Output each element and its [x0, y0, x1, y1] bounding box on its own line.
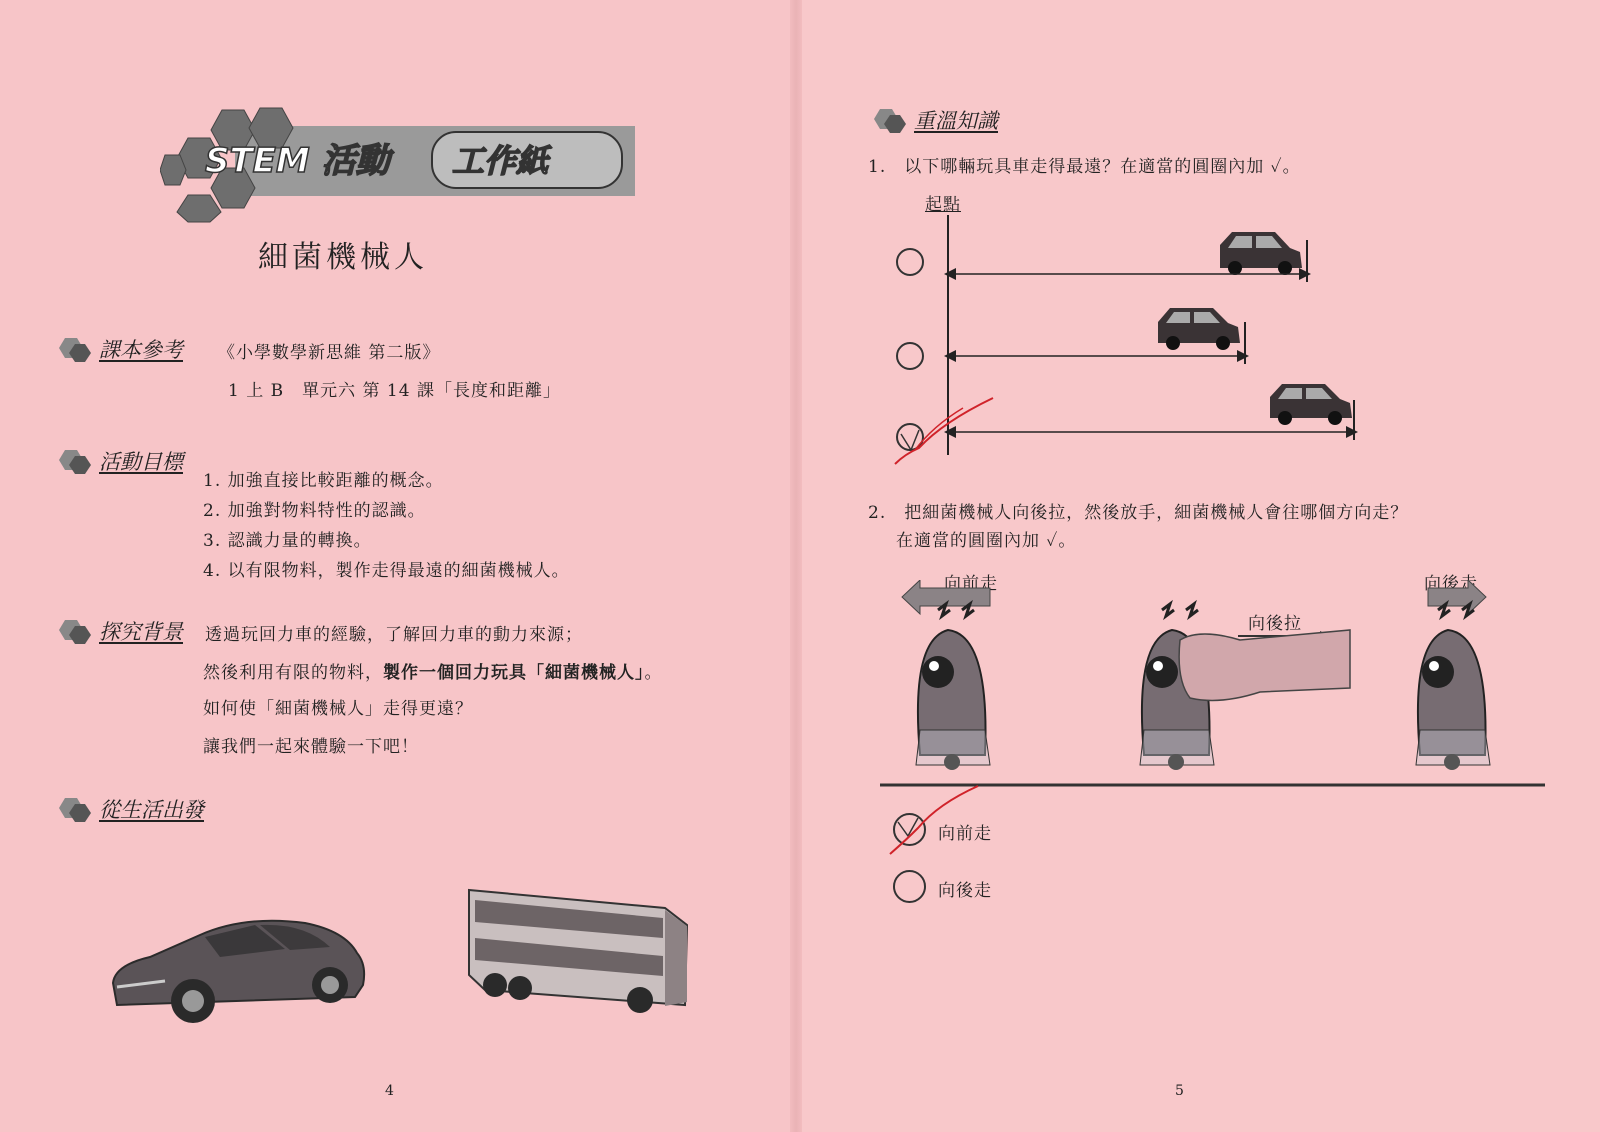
toy-car-3-icon: [1270, 384, 1352, 425]
section-reference: [55, 334, 183, 364]
background-line-2: [203, 658, 663, 683]
toy-double-decker-bus-image: [465, 880, 705, 1025]
section-life-heading: 從生活出發: [99, 798, 204, 822]
section-objectives-heading: 活動目標: [99, 450, 183, 474]
objective-item: 4. 以有限物料，製作走得最遠的細菌機械人。: [203, 561, 570, 581]
objective-item: 1. 加強直接比較距離的概念。: [203, 471, 444, 491]
page-number-right: 5: [1175, 1083, 1184, 1099]
start-label: 起點: [925, 195, 961, 215]
page-title: 細菌機械人: [258, 240, 428, 275]
q1-answer-circle-1[interactable]: [896, 248, 924, 276]
backward-arrow-icon: [1428, 580, 1486, 614]
stem-banner: [160, 100, 640, 225]
section-life: [55, 794, 204, 824]
q2-option-backward: 向後走: [938, 881, 992, 901]
background-line-2-bold: 製作一個回力玩具「細菌機械人」: [383, 663, 645, 683]
objective-item: 3. 認識力量的轉換。: [203, 531, 372, 551]
section-review-heading: 重溫知識: [914, 109, 998, 133]
background-line-3: 如何使「細菌機械人」走得更遠？: [203, 699, 473, 719]
germ-robot-3-icon: [1416, 604, 1490, 770]
label-backward: 向後走: [1424, 574, 1478, 594]
background-line-1: 透過玩回力車的經驗，了解回力車的動力來源；: [205, 625, 583, 645]
q2-option-forward: 向前走: [938, 824, 992, 844]
banner-worksheet-text: 工作紙: [452, 142, 549, 180]
objective-item: 2. 加強對物料特性的認識。: [203, 501, 426, 521]
hexagon-bullet-icon: [870, 105, 910, 135]
reference-lesson: 1 上 B 單元六 第 14 課「長度和距離」: [228, 381, 561, 401]
question-2-text-line-1: 2. 把細菌機械人向後拉，然後放手，細菌機械人會往哪個方向走？: [868, 503, 1409, 523]
section-objectives: [55, 446, 183, 476]
question-2-text-line-2: 在適當的圓圈內加 ✓。: [896, 531, 1077, 551]
section-background: [55, 616, 183, 646]
label-pull-back: 向後拉: [1248, 614, 1302, 634]
question-2-diagram: [880, 580, 1550, 800]
hexagon-bullet-icon: [55, 794, 95, 824]
germ-robot-1-icon: [916, 604, 990, 770]
forward-arrow-icon: [902, 580, 990, 614]
book-gutter: [790, 0, 802, 1132]
label-forward: 向前走: [944, 574, 998, 594]
q1-answer-circle-2[interactable]: [896, 342, 924, 370]
section-reference-heading: 課本參考: [99, 338, 183, 362]
q2-answer-circle-backward[interactable]: [893, 870, 926, 903]
hexagon-bullet-icon: [55, 334, 95, 364]
toy-sports-car-image: [105, 905, 375, 1035]
page-number-left: 4: [385, 1083, 394, 1099]
banner-stem-text: STEM 活動: [205, 141, 390, 181]
toy-car-1-icon: [1220, 232, 1302, 275]
q2-check-mark-icon: [888, 782, 988, 860]
toy-car-2-icon: [1158, 308, 1240, 350]
hexagon-bullet-icon: [55, 446, 95, 476]
reference-book: 《小學數學新思維 第二版》: [218, 343, 441, 363]
section-review: [870, 105, 998, 135]
background-line-4: 讓我們一起來體驗一下吧！: [203, 737, 419, 757]
background-line-2-pre: 然後利用有限的物料，: [203, 663, 383, 683]
hexagon-bullet-icon: [55, 616, 95, 646]
background-line-2-post: 。: [644, 663, 663, 683]
question-1-text: 1. 以下哪輛玩具車走得最遠？在適當的圓圈內加 ✓。: [868, 157, 1301, 177]
q1-check-mark-icon: [893, 392, 1003, 470]
section-background-heading: 探究背景: [99, 620, 183, 644]
hand-icon: [1179, 630, 1350, 700]
